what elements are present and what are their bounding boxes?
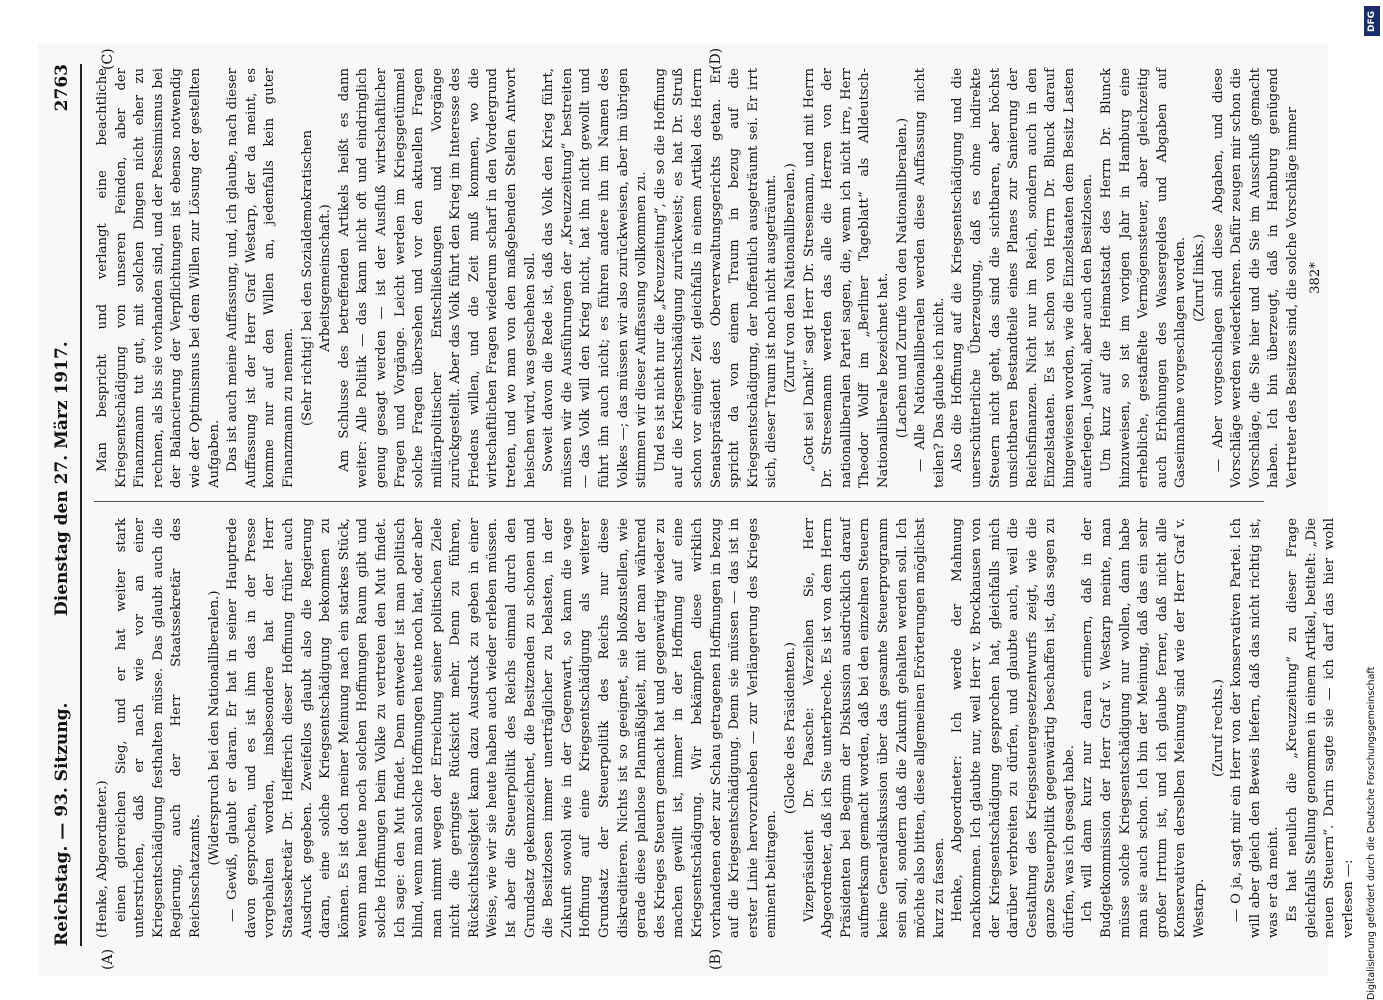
paragraph: „Gott sei Dank!“ sagt Herr Dr. Stresemann, und mit Herrn Dr. Stresemann werden das alle die Herren von der nationalliberalen Partei sagen, die, wenn ich nicht irre, Herr Theodor Wolff im „Berliner Tageblatt“ als Alldeutsch-Nationalliberale bezeichnet hat. [801, 68, 891, 488]
page-number: 2763 [52, 64, 72, 112]
paragraph: — Gewiß, glaubt er daran. Er hat in seiner Hauptrede davon gesprochen, und es ist ihm das in der Presse vorgehalten worden, insbesondere hat der Herr Staatssekretär Dr. Helfferich dieser Hoffnung früher auch Ausdruck gegeben. Zweifellos glaubt also die Regierung daran, eine solche Kriegsentschädigung bekommen zu können. Es ist doch meiner Meinung nach ein starkes Stück, wenn man heute noch solchen Hoffnungen Raum gibt und solche Hoffnungen beim Volke zu vertreten den Mut findet. Ich sage: den Mut findet. Denn entweder ist man politisch blind, wenn man solche Hoffnungen heute noch hat, oder aber man nimmt wegen der Erreichung seiner politischen Ziele nicht die geringste Rücksicht mehr. Denn zu führen, Rücksichtslosigkeit kann dazu Ausdruck zu geben in einer Weise, wie wir sie heute haben auch wieder erleben müssen. Ist aber die Steuerpolitik des Reichs einmal durch den Grundsatz gekennzeichnet, die Besitzenden zu schonen und die Besitzlosen immer unerträglicher zu belasten, in der Zukunft sowohl wie in der Gegenwart, so kann die vage Hoffnung auf eine Kriegsentschädigung als weiterer Grundsatz der Steuerpolitik des Reichs nur diese diskreditieren. Nichts ist so geeignet, sie bloßzustellen, wie gerade diese planlose Planmäßigkeit, mit der man während des Krieges Steuern gemacht hat und gegenwärtig wieder zu machen gewillt ist, immer in der Hoffnung auf eine Kriegsentschädigung. Wir bekämpfen diese wirklich vorhandenen oder zur Schau getragenen Hoffnungen in bezug auf die Kriegsentschädigung. Denn sie müssen — das ist in erster Linie hervorzuheben — zur Verlängerung des Krieges eminent beitragen. [225, 518, 780, 938]
dfg-logo: DFG [1364, 6, 1380, 36]
digitization-credit: Digitalisierung gefördert durch die Deutsche Forschungsgemeinschaft [1366, 666, 1377, 1000]
column-divider [94, 501, 1264, 502]
paragraph: Ich will dann kurz nur daran erinnern, daß in der Budgetkommission der Herr Graf v. Westarp meinte, man müsse solche Kriegsentschädigung nur wollen, dann habe man sie auch schon. Ich bin der Meinung, daß das ein sehr großer Irrtum ist, und ich glaube ferner, daß nicht alle Konservativen derselben Meinung sind wie der Herr Graf v. Westarp. [1080, 518, 1208, 938]
paragraph: Um kurz auf die Heimatstadt des Herrn Dr. Blunck hinzuweisen, so ist im vorigen Jahr in Hamburg eine erhebliche, gestaffelte Vermögenssteuer, aber gleichzeitig auch Erhöhungen des Wassergeldes und Abgaben auf Gaseinnahme vorgeschlagen worden. [1099, 68, 1189, 488]
paragraph: — O ja, sagt mir ein Herr von der konservativen Partei. Ich will aber gleich den Beweis liefern, daß das nicht richtig ist, was er da meint. [1229, 518, 1282, 938]
left-column [94, 518, 1358, 938]
header-left: Reichstag. — 93. Sitzung. [52, 702, 72, 946]
paragraph: Es hat neulich die „Kreuzzeitung“ zu dieser Frage gleichfalls Stellung genommen in einem Artikel, betitelt: „Die neuen Steuern“. Darin sagte sie — ich darf das hier wohl verlesen —: [1285, 518, 1356, 938]
paragraph: Soweit davon die Rede ist, daß das Volk den Krieg führt, müssen wir die Ausführungen der „Kreuzzeitung“ bestreiten — das Volk will den Krieg nicht, hat ihn nicht gewollt und führt ihn auch nicht; es führen andere ihn im Namen des Volkes —; das müssen wir also zurückweisen, aber im übrigen stimmen wir dieser Auffassung vollkommen zu. [541, 68, 650, 488]
page-header [46, 64, 82, 946]
interjection: (Lachen und Zurufe von den Nationalliberalen.) [894, 117, 910, 439]
header-date: Dienstag den 27. März 1917. [52, 341, 72, 616]
interjection: (Widerspruch bei den Nationalliberalen.) [206, 590, 222, 866]
interjection: (Sehr richtig! bei den Sozialdemokratischen Arbeitsgemeinschaft.) [299, 130, 334, 426]
paragraph: Am Schlusse des betreffenden Artikels heißt es dann weiter: Alle Politik — das kann nicht oft und eindringlich genug gesagt werden — ist der Ausfluß wirtschaftlicher Fragen und Vorgänge. Leicht werden im Kriegsgetümmel solche Fragen übersehen und vor den aktuellen Fragen militärpolitischer Entschließungen und Vorgänge zurückgestellt. Aber das Volk führt den Krieg im Interesse des Friedens willen, und die Zeit muß kommen, wo die wirtschaftlichen Fragen wiederum scharf in den Vordergrund treten, und wo man von den maßgebenden Stellen Antwort heischen wird, was geschehen soll. [336, 68, 538, 488]
paragraph: Vizepräsident Dr. Paasche: Verzeihen Sie, Herr Abgeordneter, daß ich Sie unterbreche. Es ist von dem Herrn Präsidenten bei Beginn der Diskussion ausdrücklich darauf aufmerksam gemacht worden, daß bei den einzelnen Steuern keine Generaldiskussion über das gesamte Steuerprogramm sein soll, sondern daß die Zukunft gehalten werden soll. Ich möchte also bitten, diese allgemeinen Erörterungen möglichst kurz zu fassen. [801, 518, 947, 938]
margin-mark-a: (A) [100, 948, 116, 970]
interjection: (Glocke des Präsidenten.) [782, 641, 798, 815]
paragraph: Und es ist nicht nur die „Kreuzzeitung“, die so die Hoffnung auf die Kriegsentschädigung zurückweist; es hat Dr. Struß schon vor einiger Zeit gleichfalls in einem Artikel des Herrn Senatspräsident des Oberverwaltungsgerichts getan. Er spricht da von einem Traum in bezug auf die Kriegsentschädigung, der hoffentlich ausgeträumt sei. Er irrt sich, dieser Traum ist noch nicht ausgeträumt. [652, 68, 780, 488]
margin-mark-d: (D) [708, 47, 724, 70]
margin-mark-c: (C) [100, 48, 116, 70]
paragraph: — Aber vorgeschlagen sind diese Abgaben, und diese Vorschläge werden wiederkehren. Dafür zeugen mir schon die Vorschläge, die Sie hier und die Sie im Ausschuß gemacht haben. Ich bin überzeugt, daß in Hamburg genügend Vertreter des Besitzes sind, die solche Vorschläge immer [1210, 68, 1300, 488]
speaker-tag: (Henke, Abgeordneter.) [95, 780, 110, 938]
paragraph: — Alle Nationalliberalen werden diese Auffassung nicht teilen? Das glaube ich nicht. [913, 68, 947, 488]
interjection: (Zuruf links.) [1192, 234, 1208, 322]
quotation: Man bespricht und verlangt eine beachtliche Kriegsentschädigung von unseren Feinden, aber der Finanzmann tut gut, mit solchen Dingen nicht eher zu rechnen, als bis sie vorhanden sind, und der Pessimismus bei der Balancierung der Verpflichtungen ist ebenso notwendig wie der Optimismus bei dem Willen zur Lösung der gestellten Aufgaben. [95, 68, 222, 488]
paragraph: Das ist auch meine Auffassung, und, ich glaube, nach dieser Auffassung ist der Herr Graf Westarp, der da meint, es komme nur auf den Willen an, jedenfalls kein guter Finanzmann zu nennen. [225, 68, 296, 488]
page-footnote: 382* [1307, 262, 1323, 294]
interjection: (Zuruf rechts.) [1210, 678, 1226, 778]
paragraph: einen glorreichen Sieg, und er hat weiter stark unterstrichen, daß er nach wie vor an einer Kriegsentschädigung festhalten müsse. Das glaubt auch die Regierung, auch der Herr Staatssekretär des Reichsschatzamts. [113, 518, 203, 938]
paragraph: Henke, Abgeordneter: Ich werde der Mahnung nachkommen. Ich glaubte nur, weil Herr v. Brockhausen von der Kriegsentschädigung gesprochen hat, gleichfalls mich darüber verbreiten zu dürfen, und glaubte auch, weil die Gestaltung des Kriegssteuergesetzentwurfs zeigt, wie die ganze Steuerpolitik gegenwärtig beschaffen ist, das sagen zu dürfen, was ich gesagt habe. [950, 518, 1077, 938]
right-column [94, 68, 1325, 488]
margin-mark-b: (B) [708, 948, 724, 970]
paragraph: Also die Hoffnung auf die Kriegsentschädigung und die unerschütterliche Überzeugung, daß es ohne indirekte Steuern nicht geht, das sind die sichtbaren, aber höchst unsichtbaren Bestandteile eines Planes zur Sanierung der Reichsfinanzen. Nicht nur im Reich, sondern auch in den Einzelstaaten. Es ist schon von Herrn Dr. Blunck darauf hingewiesen worden, wie die Einzelstaaten dem Besitz Lasten auferlegen. Jawohl, aber auch den Besitzlosen. [950, 68, 1096, 488]
interjection: (Zuruf von den Nationalliberalen.) [782, 163, 798, 393]
rotated-page [38, 44, 1356, 976]
